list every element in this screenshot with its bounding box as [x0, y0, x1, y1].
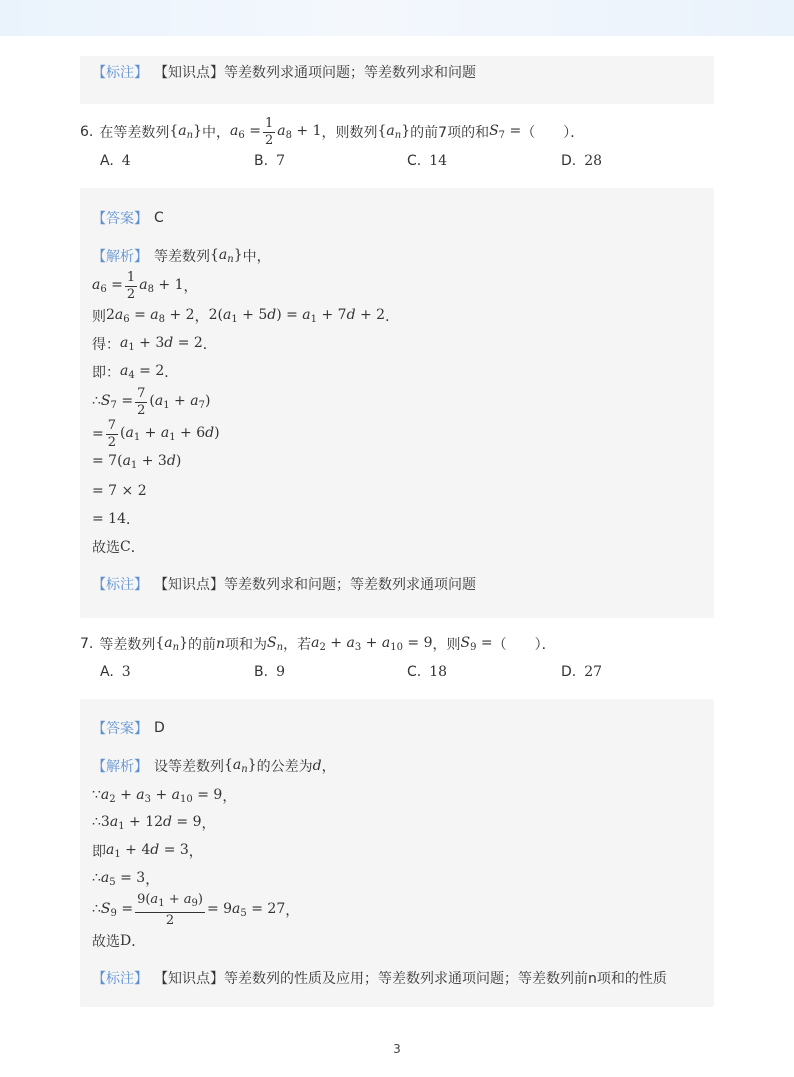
note-label: 【标注】 [92, 971, 148, 987]
question-7-text: 项和为 [225, 637, 268, 653]
q7-answer [92, 716, 165, 740]
option-letter: C. [407, 664, 422, 680]
question-7-number: 7. [80, 636, 94, 652]
q6-answer [92, 206, 164, 230]
analysis-text: 即： [92, 365, 120, 381]
q6-conclusion: 故选 C ． [92, 539, 145, 556]
answer-label: 【答案】 [92, 721, 148, 737]
conclusion-letter: D [120, 933, 132, 949]
analysis-text: 等差数列 [154, 249, 210, 265]
q6-option-b[interactable] [254, 150, 285, 172]
q7-option-c[interactable] [407, 661, 447, 683]
option-letter: B. [254, 664, 269, 680]
analysis-text: 设等差数列 [154, 759, 224, 775]
q6-step-3: 得： $a_1 + 3d = 2$ ． [92, 335, 217, 353]
question-6-text: 在等差数列 [99, 125, 170, 141]
option-letter: A. [100, 664, 114, 680]
fraction: $\frac{1}{2}$ [264, 115, 274, 148]
math: $\{a_n\}$ [169, 123, 203, 141]
question-7-text: ，若 [283, 637, 312, 653]
math: n [216, 636, 226, 652]
question-6 [80, 115, 585, 148]
header-band [0, 0, 794, 36]
math: $\{a_n\}$ [155, 635, 189, 653]
math: $a_8 + 1$ [277, 123, 322, 141]
question-7-text: ，则 [432, 637, 461, 653]
q6-step-2: 则 $2a_6 = a_8 + 2$ ， $2(a_1 + 5d) = a_1 + 7d + 2$ ． [92, 307, 400, 325]
math: $\{a_n\}$ [377, 123, 411, 141]
math: $S_9$ = [460, 635, 493, 653]
q6-solution-box [80, 188, 714, 618]
math: d [312, 758, 322, 774]
math: $\{a_n\}$ [224, 757, 257, 775]
top-note-line [92, 60, 476, 84]
q7-conclusion: 故选 D ． [92, 933, 146, 950]
math: $\{a_n\}$ [210, 247, 243, 265]
question-6-text: 的前7项的和 [410, 125, 490, 141]
math: $a_2 + a_3 + a_{10} = 9$ [311, 635, 433, 653]
q6-option-c[interactable] [407, 150, 447, 172]
q6-option-d[interactable] [561, 150, 602, 172]
q6-step-7: = $7(a_1 + 3d)$ [92, 453, 182, 471]
question-7-text: 的前 [188, 637, 217, 653]
note-text: 【知识点】等差数列的性质及应用；等差数列求通项问题；等差数列前n项和的性质 [154, 971, 667, 987]
note-label: 【标注】 [92, 577, 148, 593]
analysis-text: 故选 [92, 540, 120, 556]
option-letter: A. [100, 153, 114, 169]
math: $S_n$ [267, 635, 284, 653]
analysis-text: 故选 [92, 934, 120, 950]
option-value: 3 [121, 664, 131, 680]
option-value: 14 [429, 153, 448, 169]
q7-step-1: $\because a_2 + a_3 + a_{10} = 9$ ， [92, 787, 237, 805]
q7-analysis-intro: 【解析】 设等差数列 $\{a_n\}$ 的公差为 d ， [92, 757, 336, 775]
answer-value: C [154, 210, 164, 226]
question-7 [80, 632, 556, 656]
q6-option-a[interactable] [100, 150, 131, 172]
option-value: 27 [584, 664, 603, 680]
q6-analysis-intro [92, 244, 271, 268]
conclusion-letter: C [120, 539, 131, 555]
option-value: 28 [584, 153, 603, 169]
answer-label: 【答案】 [92, 211, 148, 227]
q7-step-3: 即 $a_1 + 4d = 3$ ， [92, 842, 203, 860]
question-6-text: 中， [202, 125, 231, 141]
q7-note [92, 966, 667, 990]
question-6-text: ，则数列 [321, 125, 378, 141]
option-letter: B. [254, 153, 269, 169]
analysis-text: 得： [92, 337, 120, 353]
option-value: 18 [429, 664, 448, 680]
q7-option-b[interactable] [254, 661, 285, 683]
math: $S_7$ = [489, 123, 522, 141]
q6-step-1: $a_6$ = $\frac{1}{2}$ $a_8 + 1$ ， [92, 269, 198, 302]
analysis-text: 则 [92, 309, 106, 325]
analysis-text: 的公差为 [256, 759, 313, 775]
question-6-number: 6. [80, 124, 94, 140]
q6-step-6: = $\frac{7}{2}$ $(a_1 + a_1 + 6d)$ [92, 417, 220, 450]
q7-step-4: $\therefore a_5 = 3$ ， [92, 870, 160, 888]
q6-step-9: = 14 ． [92, 511, 140, 528]
top-note-box [80, 56, 714, 104]
top-note-text: 【知识点】等差数列求通项问题；等差数列求和问题 [154, 65, 476, 81]
q7-option-a[interactable] [100, 661, 131, 683]
option-value: 4 [121, 153, 131, 169]
analysis-label: 【解析】 [92, 249, 148, 265]
option-value: 7 [276, 153, 285, 169]
note-label: 【标注】 [92, 65, 148, 81]
question-7-text: （ ）． [492, 637, 556, 653]
q6-step-8: = 7 × 2 [92, 483, 147, 499]
option-letter: D. [561, 153, 577, 169]
q6-step-4: 即： $a_4 = 2$ ． [92, 363, 179, 381]
analysis-label: 【解析】 [92, 759, 148, 775]
q7-step-5: $\therefore S_9$ = $\frac{9(a_1 + a_9)}{2}$ = $9a_5 = 27$ ， [92, 891, 300, 928]
analysis-text: 即 [92, 844, 106, 860]
analysis-text: 中， [242, 249, 271, 265]
page-number: 3 [393, 1042, 401, 1056]
q7-step-2: $\therefore 3a_1 + 12d = 9$ ， [92, 814, 216, 832]
q6-note [92, 572, 476, 596]
q6-step-5: $\therefore S_7$ = $\frac{7}{2}$ $(a_1 + a_7)$ [92, 385, 211, 418]
question-6-text: （ ）． [521, 125, 585, 141]
option-value: 9 [276, 664, 285, 680]
math: $a_6$ = [230, 123, 261, 141]
note-text: 【知识点】等差数列求和问题；等差数列求通项问题 [154, 577, 476, 593]
answer-value: D [154, 720, 165, 736]
option-letter: D. [561, 664, 577, 680]
q7-option-d[interactable] [561, 661, 602, 683]
q7-solution-box [80, 699, 714, 1007]
option-letter: C. [407, 153, 422, 169]
question-7-text: 等差数列 [99, 637, 156, 653]
